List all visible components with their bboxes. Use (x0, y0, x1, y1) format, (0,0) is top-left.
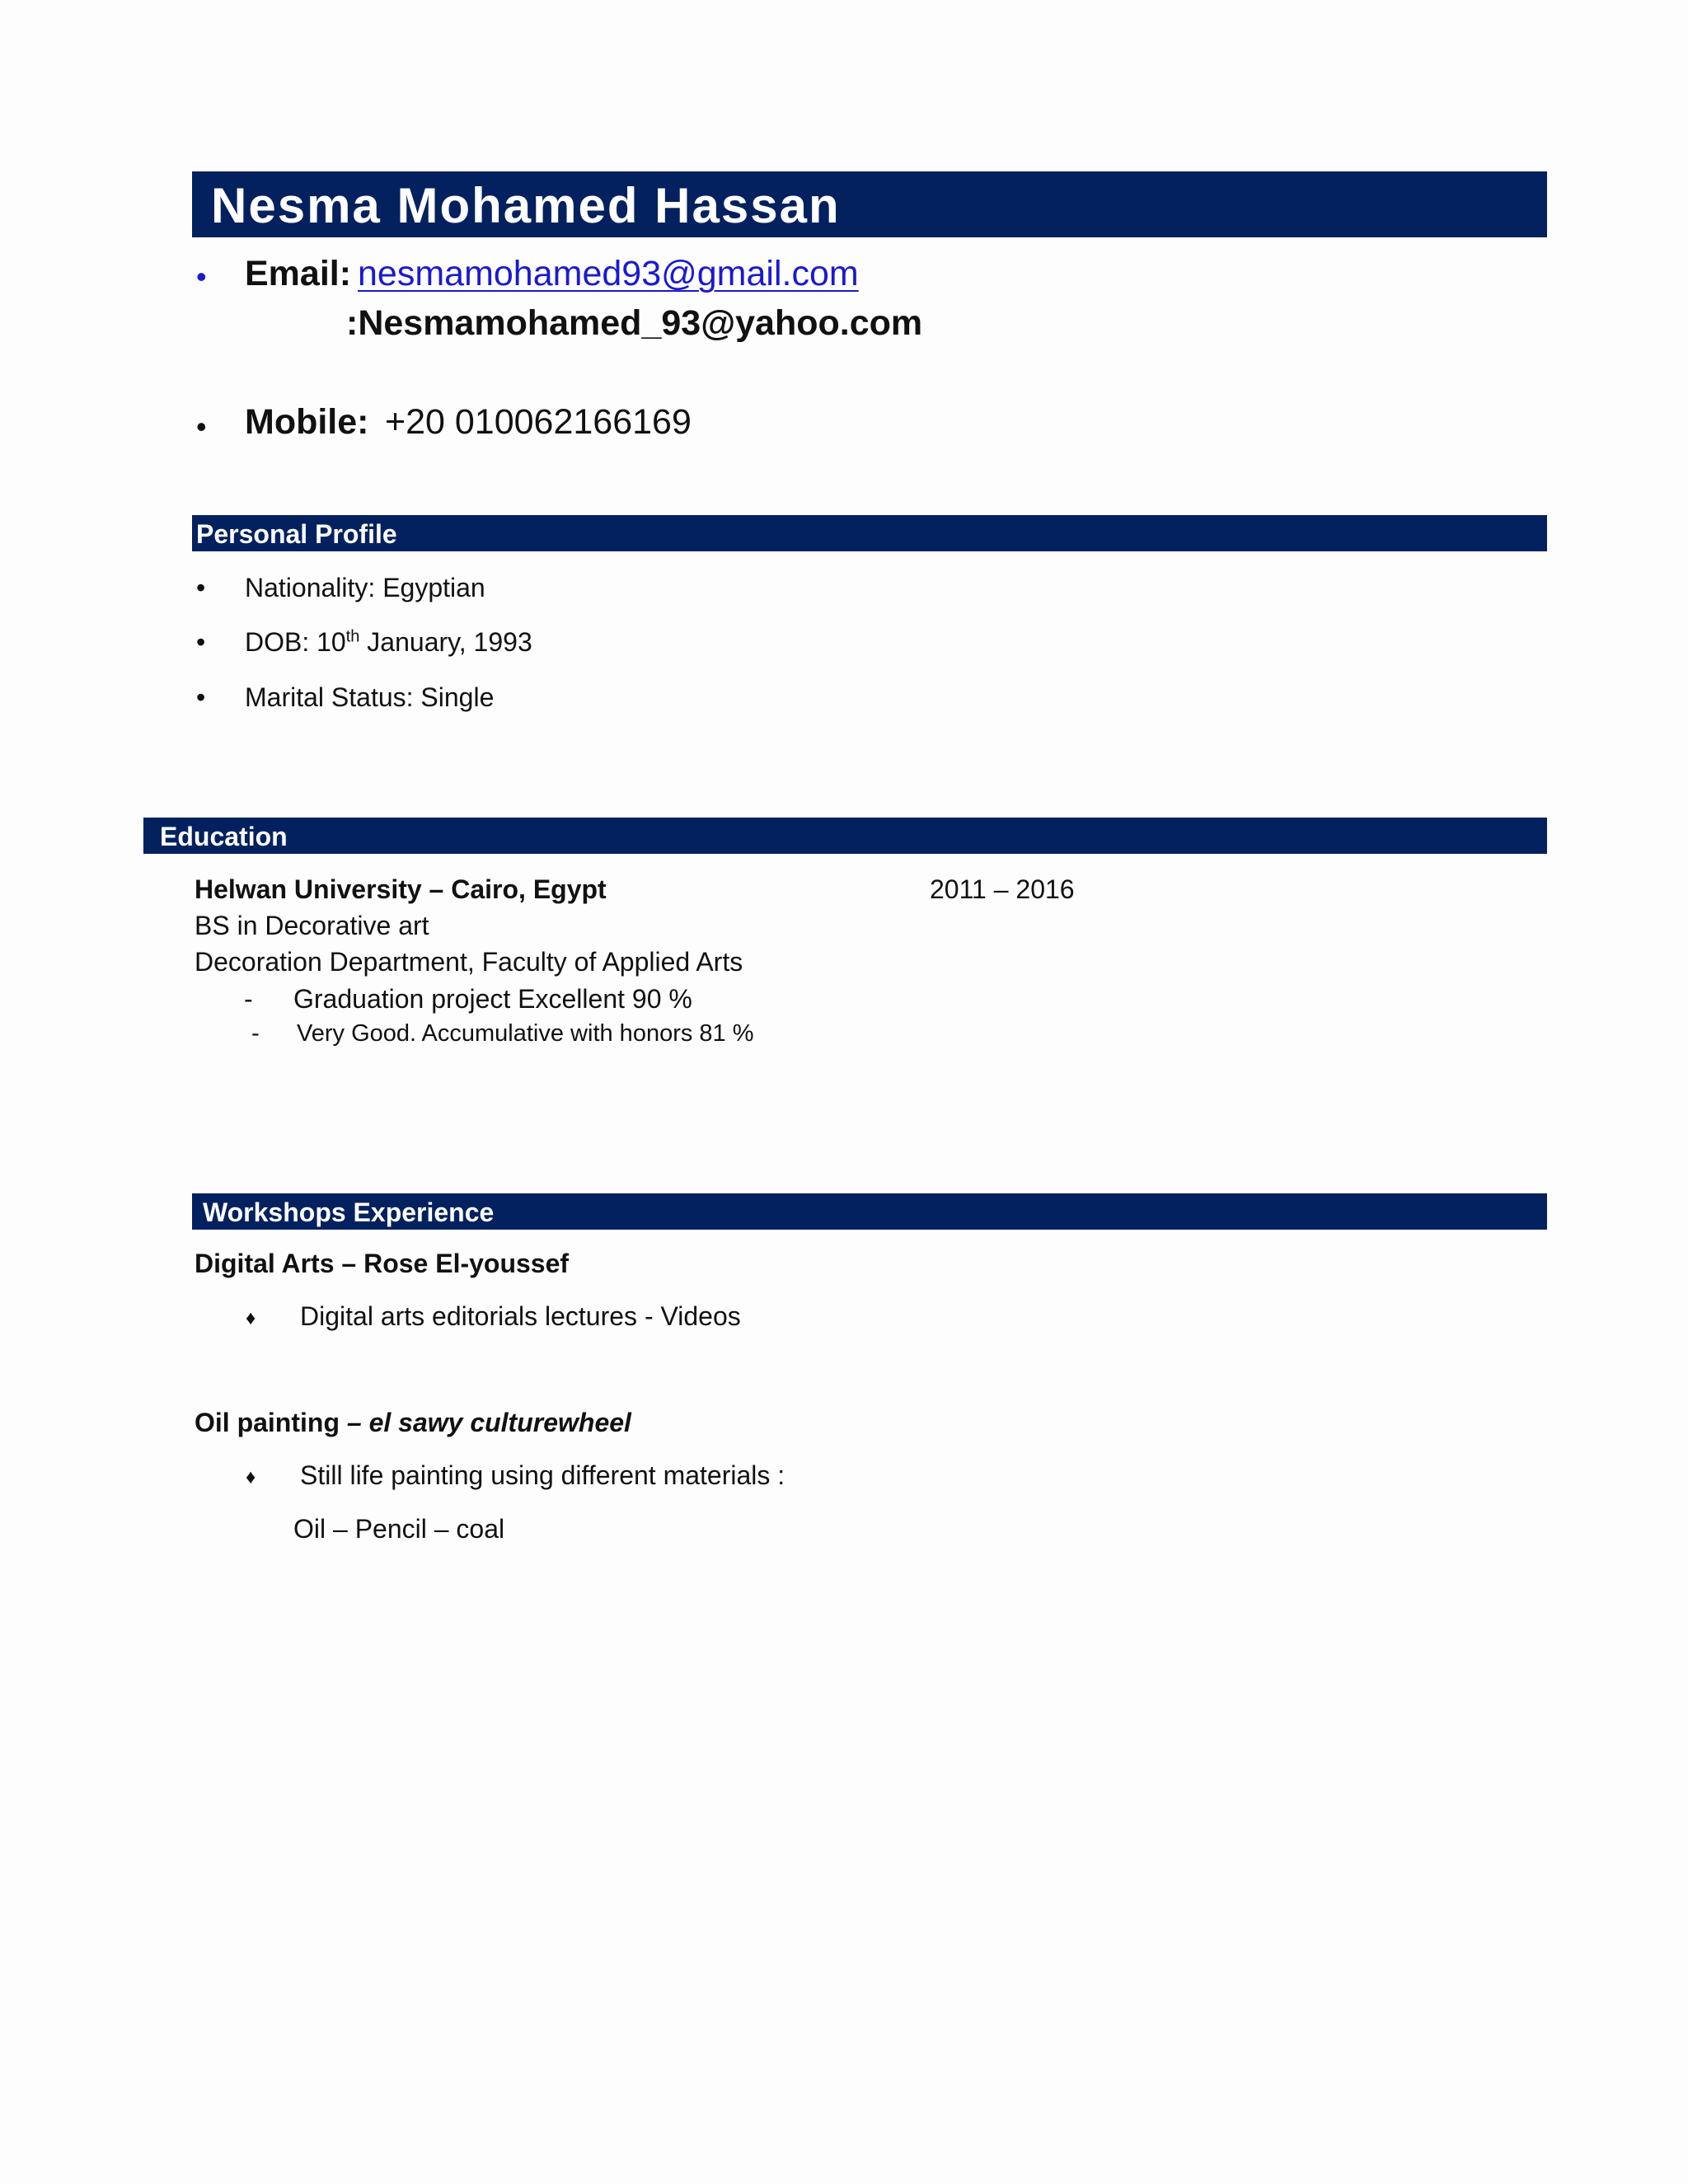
diamond-bullet-icon: ♦ (246, 1466, 256, 1488)
profile-bullet-icon: • (196, 627, 206, 657)
education-item: Very Good. Accumulative with honors 81 % (297, 1020, 754, 1047)
mobile-label: Mobile: (245, 402, 369, 442)
education-item: Graduation project Excellent 90 % (293, 984, 692, 1014)
dob-suffix: January, 1993 (359, 627, 532, 657)
dob-prefix: DOB: 10 (245, 627, 346, 657)
mobile-value: +20 010062166169 (385, 402, 692, 442)
dob-text (245, 626, 532, 658)
workshop-title-venue: – el sawy culturewheel (346, 1408, 631, 1437)
education-bar (143, 818, 1547, 854)
mobile-bullet-icon: • (196, 410, 207, 443)
profile-bullet-icon: • (196, 682, 206, 712)
candidate-name: Nesma Mohamed Hassan (211, 178, 841, 233)
marital-status-text: Marital Status: Single (245, 682, 495, 712)
email-primary-link[interactable]: nesmamohamed93@gmail.com (358, 254, 859, 293)
personal-profile-title: Personal Profile (196, 519, 397, 549)
education-title: Education (160, 822, 288, 851)
workshop-title (195, 1407, 631, 1438)
name-header-bar (192, 171, 1547, 237)
workshop-bullet-text: Still life painting using different materials : (300, 1460, 785, 1490)
personal-profile-bar (192, 515, 1547, 551)
education-years: 2011 – 2016 (930, 874, 1075, 904)
dob-superscript: th (345, 627, 360, 646)
education-item-dash: - (251, 1020, 260, 1047)
university-name: Helwan University – Cairo, Egypt (195, 874, 607, 904)
profile-bullet-icon: • (196, 573, 206, 602)
workshop-materials-text: Oil – Pencil – coal (293, 1514, 505, 1544)
degree-text: BS in Decorative art (195, 911, 429, 940)
workshops-bar (192, 1193, 1547, 1230)
workshop-title-plain: Oil painting (195, 1408, 347, 1437)
education-item-dash: - (244, 984, 253, 1014)
email-bullet-icon: • (196, 260, 207, 293)
department-text: Decoration Department, Faculty of Applied Arts (195, 947, 743, 977)
diamond-bullet-icon: ♦ (246, 1307, 256, 1329)
workshops-title: Workshops Experience (203, 1197, 495, 1227)
nationality-text: Nationality: Egyptian (245, 573, 485, 602)
email-secondary: :Nesmamohamed_93@yahoo.com (346, 303, 923, 343)
workshop-title: Digital Arts – Rose El-youssef (195, 1249, 570, 1278)
email-label: Email: (245, 254, 352, 293)
workshop-bullet-text: Digital arts editorials lectures - Videos (300, 1301, 741, 1331)
